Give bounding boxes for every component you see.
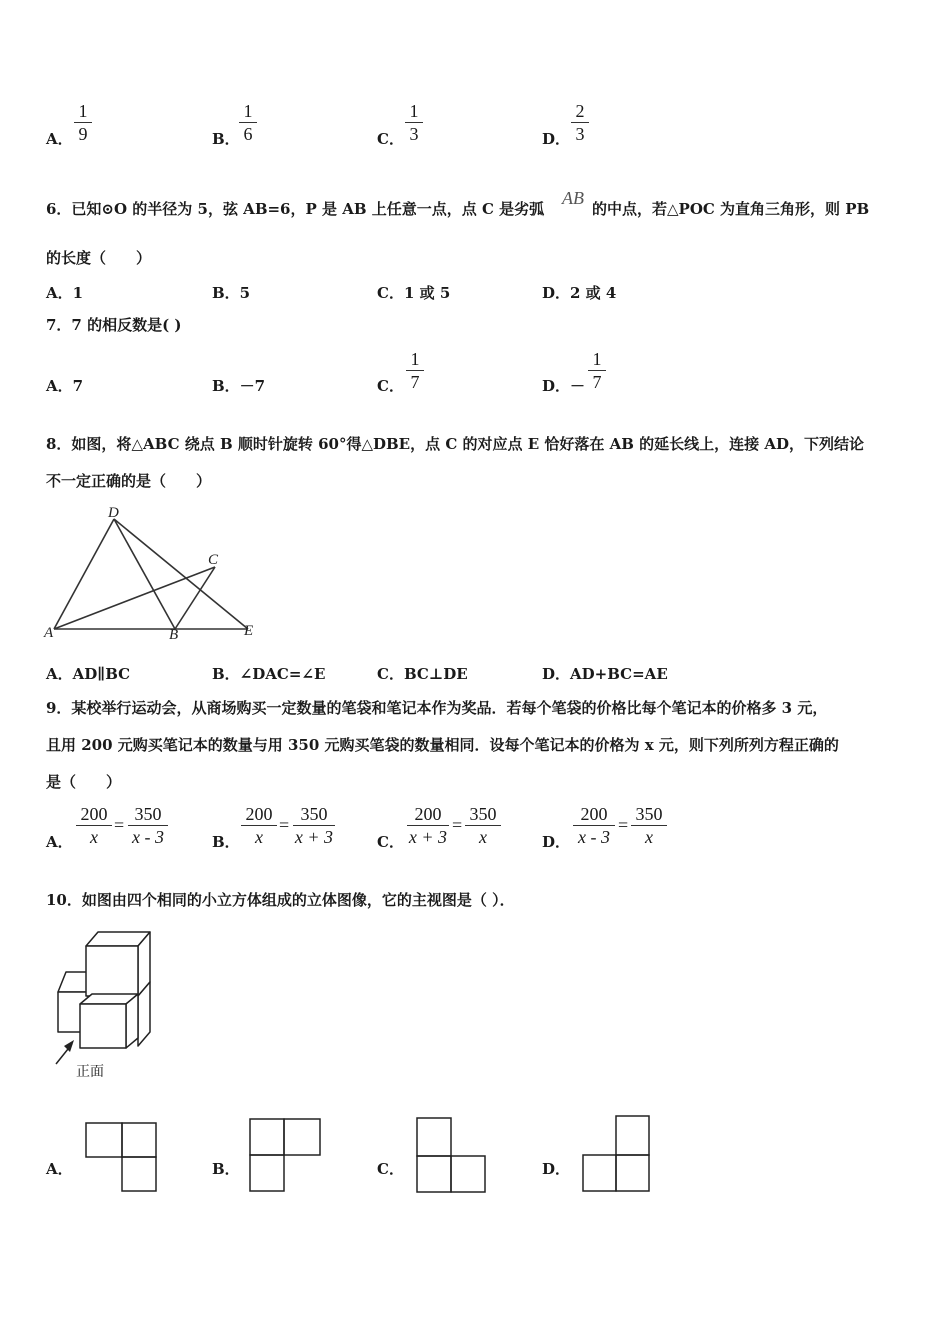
- denominator: x: [255, 827, 263, 847]
- denominator: 3: [575, 124, 585, 144]
- cube-front-side: [126, 994, 138, 1048]
- numerator: 1: [588, 348, 606, 371]
- q6-option-b: B．5: [212, 284, 251, 302]
- numerator: 2: [571, 100, 589, 123]
- q9-option-c-left-fraction: [407, 803, 449, 848]
- label-b: B: [169, 627, 179, 643]
- numerator: 1: [406, 348, 424, 371]
- label-d: D: [108, 505, 119, 521]
- q8-option-c: C．BC⊥DE: [377, 665, 468, 683]
- q10-text: 10．如图由四个相同的小立方体组成的立体图像，它的主视图是（ ）．: [46, 891, 515, 909]
- denominator: 7: [592, 372, 602, 392]
- front-label: 正面: [76, 1064, 104, 1080]
- q9-option-c-right-fraction: [465, 803, 501, 848]
- cube-upper-front: [86, 946, 138, 996]
- equals-sign: =: [114, 815, 125, 835]
- q10-cubes-figure: [50, 928, 170, 1098]
- front-arrow-icon: [56, 1040, 74, 1064]
- label-e: E: [244, 623, 254, 639]
- equals-sign: =: [279, 815, 290, 835]
- q6-option-d: D．2 或 4: [542, 284, 617, 302]
- denominator: 3: [409, 124, 419, 144]
- q8-option-a: A．AD∥BC: [46, 665, 131, 683]
- q9-option-a-right-fraction: [128, 803, 168, 848]
- q5-option-b-letter: B．: [212, 130, 240, 148]
- denominator: 6: [243, 124, 253, 144]
- q5-option-b-fraction: [239, 100, 257, 145]
- q8-text-line1: 8．如图，将△ABC 绕点 B 顺时针旋转 60°得△DBE，点 C 的对应点 E 恰好落在 AB 的延长线上，连接 AD，下列结论: [46, 435, 864, 453]
- segment-ad: [54, 519, 114, 629]
- denominator: 7: [410, 372, 420, 392]
- q10-option-d-figure: [582, 1115, 652, 1195]
- q6-text-part2: 的中点，若△POC 为直角三角形，则 PB: [592, 200, 870, 218]
- denominator: x - 3: [578, 827, 610, 847]
- q10-option-c-letter: C．: [377, 1160, 404, 1178]
- denominator: x + 3: [294, 827, 334, 847]
- q6-text-part1: 6．已知⊙O 的半径为 5，弦 AB=6，P 是 AB 上任意一点，点 C 是劣弧: [46, 200, 545, 218]
- q10-option-d-letter: D．: [542, 1160, 571, 1178]
- q7-option-a: A．7: [46, 377, 84, 395]
- q10-option-a-figure: [85, 1122, 159, 1194]
- q9-option-b-right-fraction: [293, 803, 335, 848]
- numerator: 1: [239, 100, 257, 123]
- numerator: 350: [631, 803, 667, 826]
- segment-de: [114, 519, 248, 629]
- q5-option-d-letter: D．: [542, 130, 571, 148]
- q9-option-b-left-fraction: [241, 803, 277, 848]
- q7-option-b: B．－7: [212, 377, 266, 395]
- q8-option-d: D．AD+BC=AE: [542, 665, 668, 683]
- numerator: 350: [465, 803, 501, 826]
- q9-text-line3: 是（ ）: [46, 773, 122, 791]
- q5-option-d-fraction: [571, 100, 589, 145]
- numerator: 350: [293, 803, 335, 826]
- numerator: 200: [241, 803, 277, 826]
- q6-option-c: C．1 或 5: [377, 284, 451, 302]
- label-c: C: [208, 552, 219, 568]
- q5-option-c-letter: C．: [377, 130, 404, 148]
- denominator: x + 3: [408, 827, 448, 847]
- q9-option-b-letter: B．: [212, 833, 240, 851]
- q9-option-d-left-fraction: [573, 803, 615, 848]
- cube-front-face: [80, 1004, 126, 1048]
- numerator: 350: [128, 803, 168, 826]
- equals-sign: =: [618, 815, 629, 835]
- q8-text-line2: 不一定正确的是（ ）: [46, 472, 212, 490]
- q9-text-line2: 且用 200 元购买笔记本的数量与用 350 元购买笔袋的数量相同．设每个笔记本的价格为 x 元，则下列所列方程正确的: [46, 736, 839, 754]
- numerator: 200: [76, 803, 112, 826]
- numerator: 200: [407, 803, 449, 826]
- q9-option-a-letter: A．: [46, 833, 73, 851]
- q6-arc-label: AB: [562, 188, 584, 208]
- denominator: x - 3: [132, 827, 164, 847]
- q6-text-line2: 的长度（ ）: [46, 249, 152, 267]
- segment-ac: [54, 567, 215, 629]
- q10-option-b-figure: [249, 1118, 323, 1194]
- q7-text: 7．7 的相反数是( ): [46, 316, 182, 334]
- denominator: 9: [78, 124, 88, 144]
- q9-option-d-right-fraction: [631, 803, 667, 848]
- q10-option-c-figure: [416, 1117, 488, 1195]
- q7-option-d-fraction: [588, 348, 606, 393]
- segment-db: [114, 519, 175, 629]
- q10-option-b-letter: B．: [212, 1160, 240, 1178]
- numerator: 200: [573, 803, 615, 826]
- q9-option-a-left-fraction: [76, 803, 112, 848]
- q7-option-c-letter: C．: [377, 377, 404, 395]
- denominator: x: [90, 827, 98, 847]
- q9-option-d-letter: D．: [542, 833, 571, 851]
- q7-option-d-letter: D．－: [542, 377, 586, 395]
- q8-option-b: B．∠DAC=∠E: [212, 665, 326, 683]
- numerator: 1: [74, 100, 92, 123]
- q5-option-a-fraction: [74, 100, 92, 145]
- q9-option-c-letter: C．: [377, 833, 404, 851]
- q7-option-c-fraction: [406, 348, 424, 393]
- label-a: A: [44, 625, 54, 641]
- q8-triangle-figure: [44, 505, 264, 645]
- q6-option-a: A．1: [46, 284, 84, 302]
- q9-text-line1: 9．某校举行运动会，从商场购买一定数量的笔袋和笔记本作为奖品．若每个笔袋的价格比每个笔记本的价格多 3 元，: [46, 699, 828, 717]
- denominator: x: [645, 827, 653, 847]
- numerator: 1: [405, 100, 423, 123]
- denominator: x: [479, 827, 487, 847]
- q5-option-a-letter: A．: [46, 130, 73, 148]
- q10-option-a-letter: A．: [46, 1160, 73, 1178]
- equals-sign: =: [452, 815, 463, 835]
- q5-option-c-fraction: [405, 100, 423, 145]
